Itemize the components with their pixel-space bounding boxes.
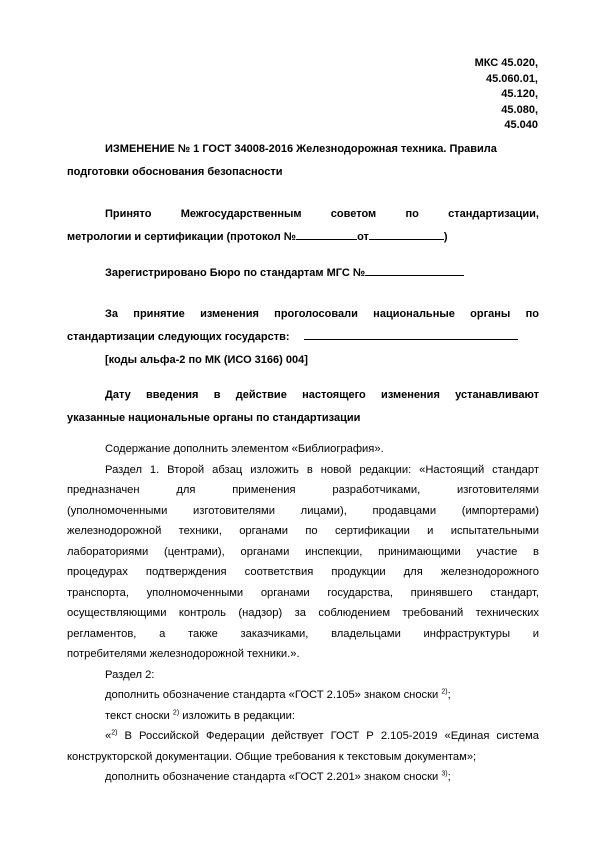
footnote-new-text-body: В Российской Федерации действует ГОСТ Р 2.105-2019 «Единая система [124,730,540,742]
footnote-add-gost-2105 [67,685,539,706]
protocol-date-blank [369,228,444,240]
intro-date-line2: указанные национальные органы по стандартизации [67,412,361,424]
body-paragraph-contents: Содержание дополнить элементом «Библиография». [105,443,384,455]
adopted-from-label: от [357,231,369,243]
intro-date-block [67,384,539,430]
amendment-title-line1: ИЗМЕНЕНИЕ № 1 ГОСТ 34008-2016 Железнодорожная техника. Правила [105,143,497,155]
section1-line: Раздел 1. Второй абзац изложить в новой редакции: «Настоящий стандарт [105,463,539,476]
section1-line: процедурах подтверждения соответствия продукции для железнодорожного [67,566,539,578]
registered-line [67,262,539,285]
adopted-line1: Принято Межгосударственным советом по стандартизации, [105,208,539,220]
mks-code: 45.060.01, [486,72,538,85]
footnote-text-instruction [67,706,539,727]
section1-last-line: потребителями железнодорожной техники.». [67,648,300,660]
footnote-marker: 3) [441,770,448,778]
registered-label: Зарегистрировано Бюро по стандартам МГС № [105,267,366,279]
amendment-body [67,439,539,788]
quote-open: « [105,730,112,742]
adopted-protocol-label: метрологии и сертификации (протокол № [67,231,297,243]
voted-line2 [67,326,539,349]
states-list-blank [304,328,518,340]
registered-block [67,262,539,285]
footnote-text-edit: изложить в редакции: [182,709,295,722]
footnote-text-label: текст сноски [105,709,170,722]
footnote-new-text-line1 [67,726,539,747]
footnote-add-text: дополнить обозначение стандарта «ГОСТ 2.201» знаком сноски [105,771,439,783]
body-paragraph-section1 [67,460,539,665]
footnote-add-end: ; [447,689,451,701]
voted-line3: [коды альфа-2 по МК (ИСО 3166) 004] [105,354,308,366]
adopted-line2 [67,226,539,249]
footnote-marker: 2) [111,729,118,737]
section1-line: (уполномоченными изготовителями лицами), продавцами (импортерами) [67,504,539,517]
voted-line1: За принятие изменения проголосовали национальные органы по [105,308,539,320]
intro-date-line1: Дату введения в действие настоящего изменения устанавливают [105,389,539,401]
footnote-marker: 2) [441,688,448,696]
mks-codes [418,56,538,134]
section1-line: предназначен для применения разработчиками, изготовителями [67,484,539,496]
registration-number-blank [365,264,464,276]
footnote-marker: 2) [172,708,180,716]
mks-label: МКС 45.020, [474,57,538,69]
section1-line: лабораториями (центрами), органами инспекции, принимающими участие в [67,545,539,558]
section1-line: железнодорожной техники, органами по сертификации и испытательными [67,525,539,537]
mks-code: 45.080, [501,103,538,116]
adopted-block [67,203,539,249]
mks-code: 45.040 [504,119,538,131]
section1-line: транспорта, уполномоченными органами государства, принявшего стандарт, [67,586,539,599]
adopted-close-paren: ) [443,231,448,243]
voted-states-label: стандартизации следующих государств: [67,331,290,343]
section1-line: осуществляющими контроль (надзор) за соблюдением требований технических [67,607,539,619]
footnote-add-end: ; [447,771,451,783]
body-paragraph-section2: Раздел 2: [105,668,155,681]
footnote-new-text-line2: конструкторской документации. Общие требования к текстовым документам»; [67,750,477,763]
footnote-add-gost-2201 [67,767,539,788]
protocol-number-blank [296,228,357,240]
amendment-title-line2: подготовки обоснования безопасности [67,166,283,178]
footnote-add-text: дополнить обозначение стандарта «ГОСТ 2.105» знаком сноски [105,689,439,701]
section1-line: регламентов, а также заказчиками, владельцами инфраструктуры и [67,627,539,640]
mks-code: 45.120, [501,88,538,100]
amendment-title [67,138,539,184]
voted-block [67,303,539,372]
footnote-new-text [67,726,539,767]
